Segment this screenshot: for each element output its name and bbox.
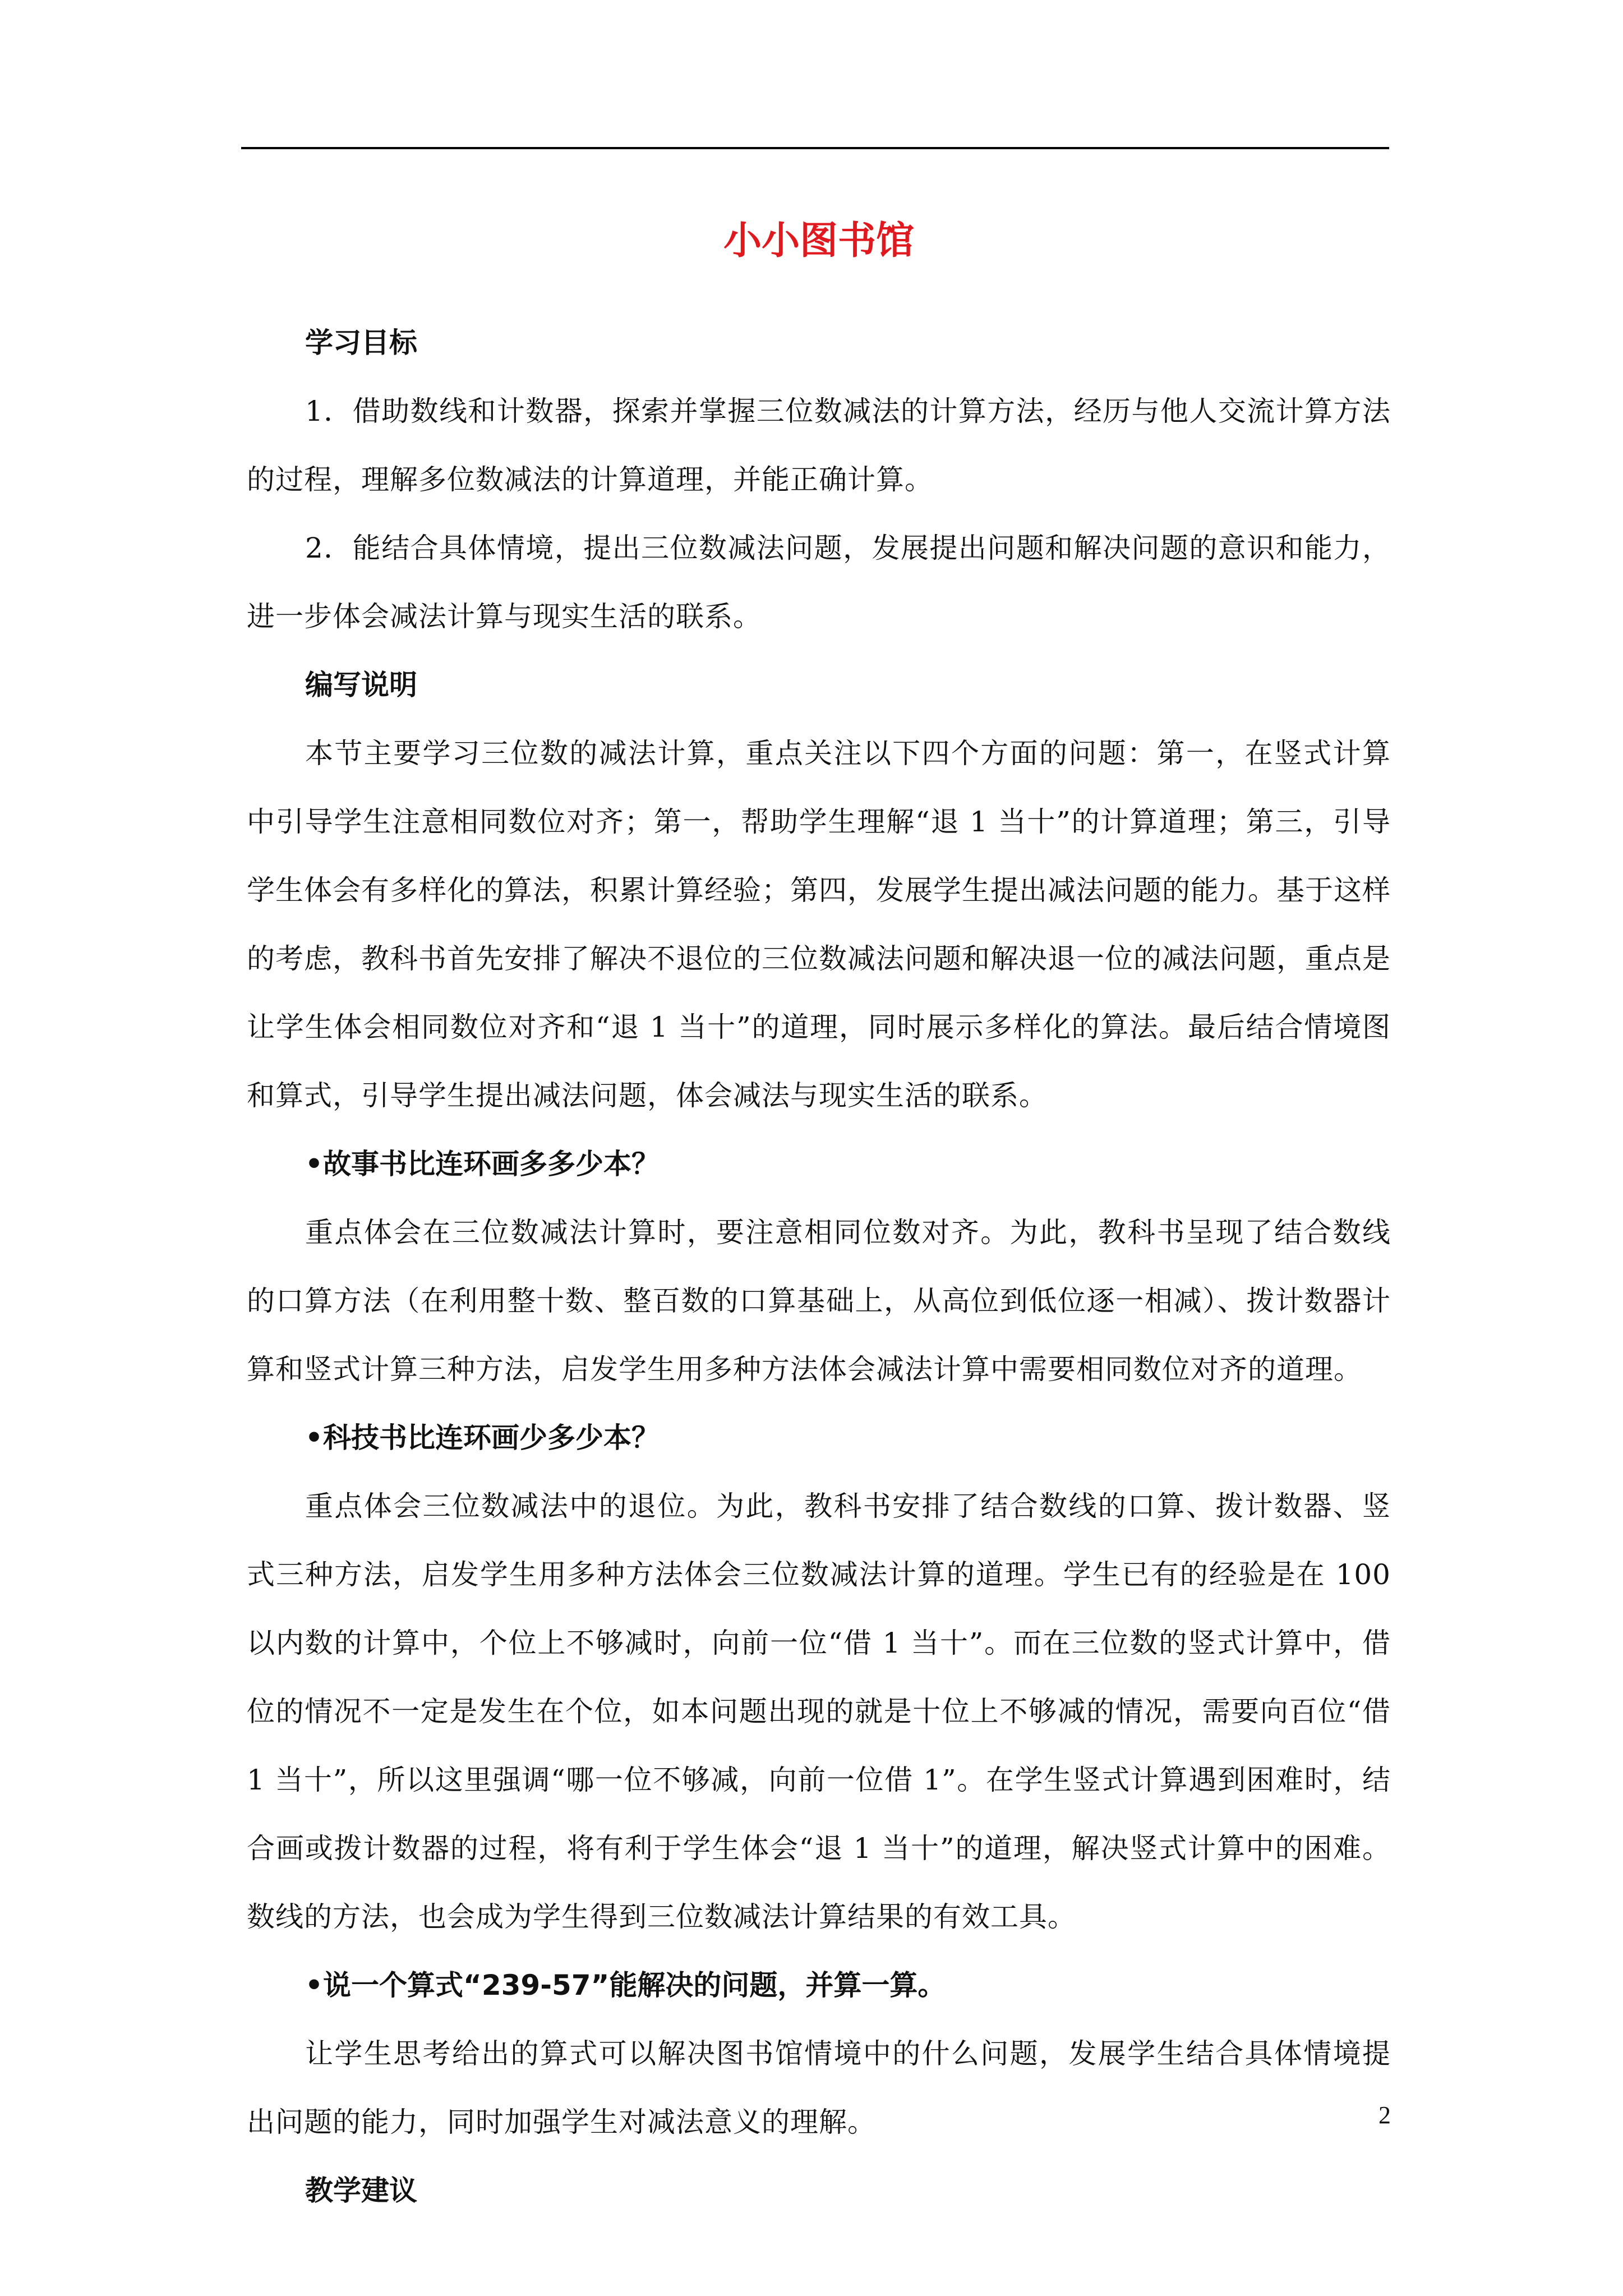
document-body bbox=[247, 208, 1391, 2225]
bullet-storybook-heading: •故事书比连环画多多少本？ bbox=[305, 1148, 660, 1180]
suggestions-heading: 教学建议 bbox=[305, 2174, 417, 2207]
notes-heading: 编写说明 bbox=[305, 669, 417, 701]
bullet-formula-heading: •说一个算式“239-57”能解决的问题，并算一算。 bbox=[305, 1969, 946, 2001]
goal-item-2: 2．能结合具体情境，提出三位数减法问题，发展提出问题和解决问题的意识和能力，进一步体会减法计算与现实生活的联系。 bbox=[247, 532, 1391, 633]
page-number: 2 bbox=[1378, 2101, 1391, 2129]
bullet-sciencebook-body: 重点体会三位数减法中的退位。为此，教科书安排了结合数线的口算、拨计数器、竖式三种方法，启发学生用多种方法体会三位数减法计算的道理。学生已有的经验是在 100 以内数的计算中，个位上不够减时，向前一位“借 1 当十”。而在三位数的竖式计算中，借位的情况不一定是发生在个位，如本问题出现的就是十位上不够减的情况，需要向百位“借 1 当十”，所以这里强调“哪一位不够减，向前一位借 1”。在学生竖式计算遇到困难时，结合画或拨计数器的过程，将有利于学生体会“退 1 当十”的道理，解决竖式计算中的困难。数线的方法，也会成为学生得到三位数减法计算结果的有效工具。 bbox=[247, 1490, 1391, 1933]
goal-item-1: 1．借助数线和计数器，探索并掌握三位数减法的计算方法，经历与他人交流计算方法的过程，理解多位数减法的计算道理，并能正确计算。 bbox=[247, 395, 1391, 496]
bullet-formula-body: 让学生思考给出的算式可以解决图书馆情境中的什么问题，发展学生结合具体情境提出问题的能力，同时加强学生对减法意义的理解。 bbox=[247, 2037, 1391, 2138]
goals-heading: 学习目标 bbox=[305, 326, 417, 359]
bullet-sciencebook-heading: •科技书比连环画少多少本？ bbox=[305, 1421, 660, 1454]
notes-intro: 本节主要学习三位数的减法计算，重点关注以下四个方面的问题：第一，在竖式计算中引导学生注意相同数位对齐；第一，帮助学生理解“退 1 当十”的计算道理；第三，引导学生体会有多样化的算法，积累计算经验；第四，发展学生提出减法问题的能力。基于这样的考虑，教科书首先安排了解决不退位的三位数减法问题和解决退一位的减法问题，重点是让学生体会相同数位对齐和“退 1 当十”的道理，同时展示多样化的算法。最后结合情境图和算式，引导学生提出减法问题，体会减法与现实生活的联系。 bbox=[247, 737, 1391, 1112]
bullet-storybook-body: 重点体会在三位数减法计算时，要注意相同位数对齐。为此，教科书呈现了结合数线的口算方法（在利用整十数、整百数的口算基础上，从高位到低位逐一相减）、拨计数器计算和竖式计算三种方法，启发学生用多种方法体会减法计算中需要相同数位对齐的道理。 bbox=[247, 1216, 1391, 1386]
header-rule bbox=[241, 147, 1389, 149]
page-title: 小小图书馆 bbox=[723, 219, 914, 263]
